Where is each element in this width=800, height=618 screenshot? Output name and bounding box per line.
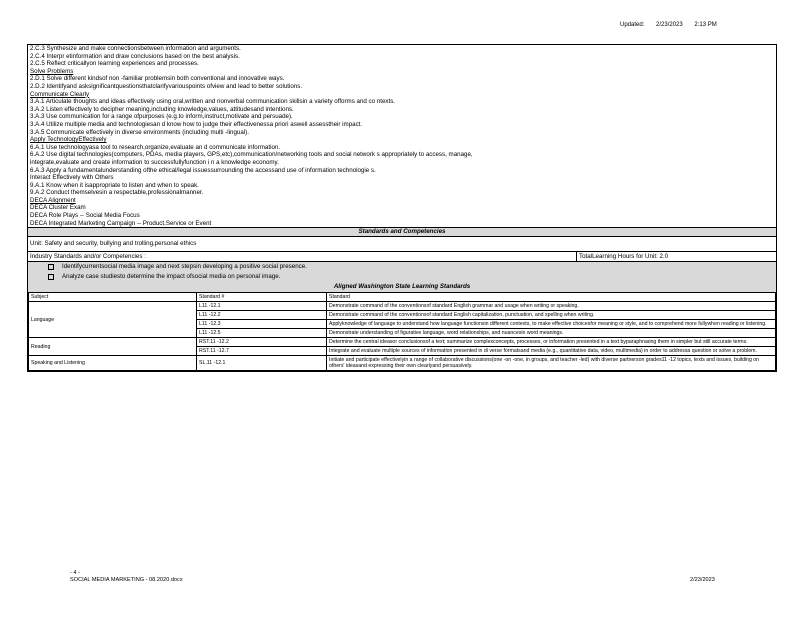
- competency-line: 3.A.4 Utilize multiple media and technologiesan d know how to judge their effectivenessa priori aswell assesstheir impact.: [30, 120, 363, 128]
- standards-frame: [27, 44, 777, 372]
- competency-line: 9.A.2 Conduct themselvesin a respectable,professionalmanner.: [30, 189, 204, 197]
- competency-line: integrate,evaluate and create information to successfullyfunction i n a knowledge economy.: [30, 158, 279, 166]
- document-name: SOCIAL MEDIA MARKETING - 08.2020.docx: [70, 577, 183, 583]
- footer: [70, 570, 183, 584]
- standard-text-cell: Applyknowledge of language to understand how language functionsin different contexts, to make effective choicesfor meaning or style, and to comprehend more fullywhen reading or listening.: [327, 320, 776, 329]
- subject-cell: Reading: [29, 338, 197, 356]
- competency-item: [28, 272, 776, 282]
- table-row: [29, 302, 776, 311]
- updated-stamp: [620, 22, 727, 28]
- competency-line: 2.C.5 Reflect criticallyon learning experiences and processes.: [30, 60, 199, 68]
- competency-line: DECA Integrated Marketing Campaign -- Product,Service or Event: [30, 219, 212, 227]
- standards-heading: Standards and Competencies: [28, 227, 776, 237]
- page-number: - 4 -: [70, 570, 80, 576]
- competency-text: Identifycurrentsocial media image and next stepsin developing a positive social presence.: [62, 263, 307, 271]
- standard-code-cell: Standard #: [197, 293, 327, 302]
- industry-row: [28, 252, 776, 262]
- competency-line: 9.A.1 Know when it isappropriate to listen and when to speak.: [30, 181, 199, 189]
- footer-date: 2/23/2023: [690, 577, 715, 583]
- competency-lines: [28, 45, 776, 227]
- updated-label: Updated:: [620, 22, 645, 28]
- updated-date: 2/23/2023: [656, 22, 683, 28]
- competency-text: Analyze case studiesto determine the impact ofsocial media on personal image.: [62, 273, 281, 281]
- competency-line: 6.A.2 Use digital technologies(computers, PDAs, media players, GPS,etc),communication/networking tools and social network s appropriately to access, manage,: [30, 151, 473, 159]
- standard-text-cell: Integrate and evaluate multiple sources of information presented in di verse formatsand media (e.g., quantitative data, video, multimedia) in order to addressa question or solve a problem.: [327, 347, 776, 356]
- standard-code-cell: L11 -12.5: [197, 329, 327, 338]
- competency-item: [28, 262, 776, 272]
- standard-text-cell: Determine the central ideasor conclusionsof a text; summarize complexconcepts, processes, or information presented in a text byparaphrasing them in simpler but still accurate terms.: [327, 338, 776, 347]
- industry-standards-label: Industry Standards and/or Competencies :: [28, 252, 577, 261]
- standard-text-cell: Demonstrate understanding of figurative language, word relationships, and nuancesin word meanings.: [327, 329, 776, 338]
- competency-line: 3.A.3 Use communication for a range ofpurposes (e.g.to inform,instruct,motivate and persuade).: [30, 113, 293, 121]
- competency-line: 2.C.4 Interpr etinformation and draw conclusions based on the best analysis.: [30, 52, 240, 60]
- standard-text-cell: Demonstrate command of the conventionsof standard English capitalization, punctuation, and spelling when writing.: [327, 311, 776, 320]
- standard-code-cell: RST.11 -12.7: [197, 347, 327, 356]
- section-heading: Solve Problems: [30, 67, 74, 75]
- standard-code-cell: L11 -12.1: [197, 302, 327, 311]
- standard-text-cell: Initiate and participate effectivelyin a range of collaborative discussions(one -on -one, in groups, and teacher -led) with diverse partnerson grades11 -12 topics, texts and issues, building on others' ideasand expressing their own clearlyand persuasively.: [327, 356, 776, 371]
- standard-text-cell: Standard: [327, 293, 776, 302]
- standard-text-cell: Demonstrate command of the conventionsof standard English grammar and usage when writing or speaking.: [327, 302, 776, 311]
- competency-line: DECA Role Plays -- Social Media Focus: [30, 212, 140, 220]
- table-row: [29, 356, 776, 371]
- section-heading: Communicate Clearly: [30, 90, 90, 98]
- checkbox-icon: [48, 274, 54, 280]
- checkbox-icon: [48, 264, 54, 270]
- section-heading: Apply TechnologyEffectively: [30, 136, 107, 144]
- standard-code-cell: RST.11 -12.2: [197, 338, 327, 347]
- table-row: [29, 338, 776, 347]
- subject-cell: Language: [29, 302, 197, 338]
- learning-hours-label: TotalLearning Hours for Unit: 2.0: [579, 253, 669, 261]
- standards-table: [28, 292, 776, 371]
- updated-time: 2:13 PM: [694, 22, 717, 28]
- subject-cell: Subject: [29, 293, 197, 302]
- competency-line: DECA Cluster Exam: [30, 204, 86, 212]
- competency-line: 3.A.5 Communicate effectively in diverse environments (including multi -lingual).: [30, 128, 249, 136]
- standard-code-cell: SL.11 -12.1: [197, 356, 327, 371]
- standard-code-cell: L11 -12.3: [197, 320, 327, 329]
- table-row: [29, 293, 776, 302]
- competency-line: Interact Effectively with Others: [30, 174, 114, 182]
- unit-row: Unit: Safety and security, bullying and trolling,personal ethics: [28, 237, 776, 252]
- section-heading: DECA Alignment: [30, 196, 76, 204]
- competency-line: 3.A.2 Listen effectively to decipher meaning,including knowledge,values, attitudesand intentions.: [30, 105, 294, 113]
- competency-line: 3.A.1 Articulate thoughts and ideas effectively using oral,written and nonverbal communication skillsin a variety offorms and co ntexts.: [30, 98, 396, 106]
- competency-line: 2.D.1 Solve different kindsof non -familiar problemsin both conventional and innovative ways.: [30, 75, 285, 83]
- competency-line: 2.D.2 Identifyand asksignificantquestionsthatclarifyvariouspoints ofview and lead to better solutions.: [30, 82, 303, 90]
- competency-line: 2.C.3 Synthesize and make connectionsbetween information and arguments.: [30, 45, 241, 52]
- competency-line: 6.A.1 Use technologyasa tool to research,organize,evaluate an d communicate information.: [30, 143, 281, 151]
- aligned-standards-heading: Aligned Washington State Learning Standards: [28, 282, 776, 292]
- standard-code-cell: L11 -12.2: [197, 311, 327, 320]
- subject-cell: Speaking and Listening: [29, 356, 197, 371]
- competency-line: 6.A.3 Apply a fundamentalunderstanding ofthe ethical/legal issuessurrounding the accessand use of information technologie s.: [30, 166, 376, 174]
